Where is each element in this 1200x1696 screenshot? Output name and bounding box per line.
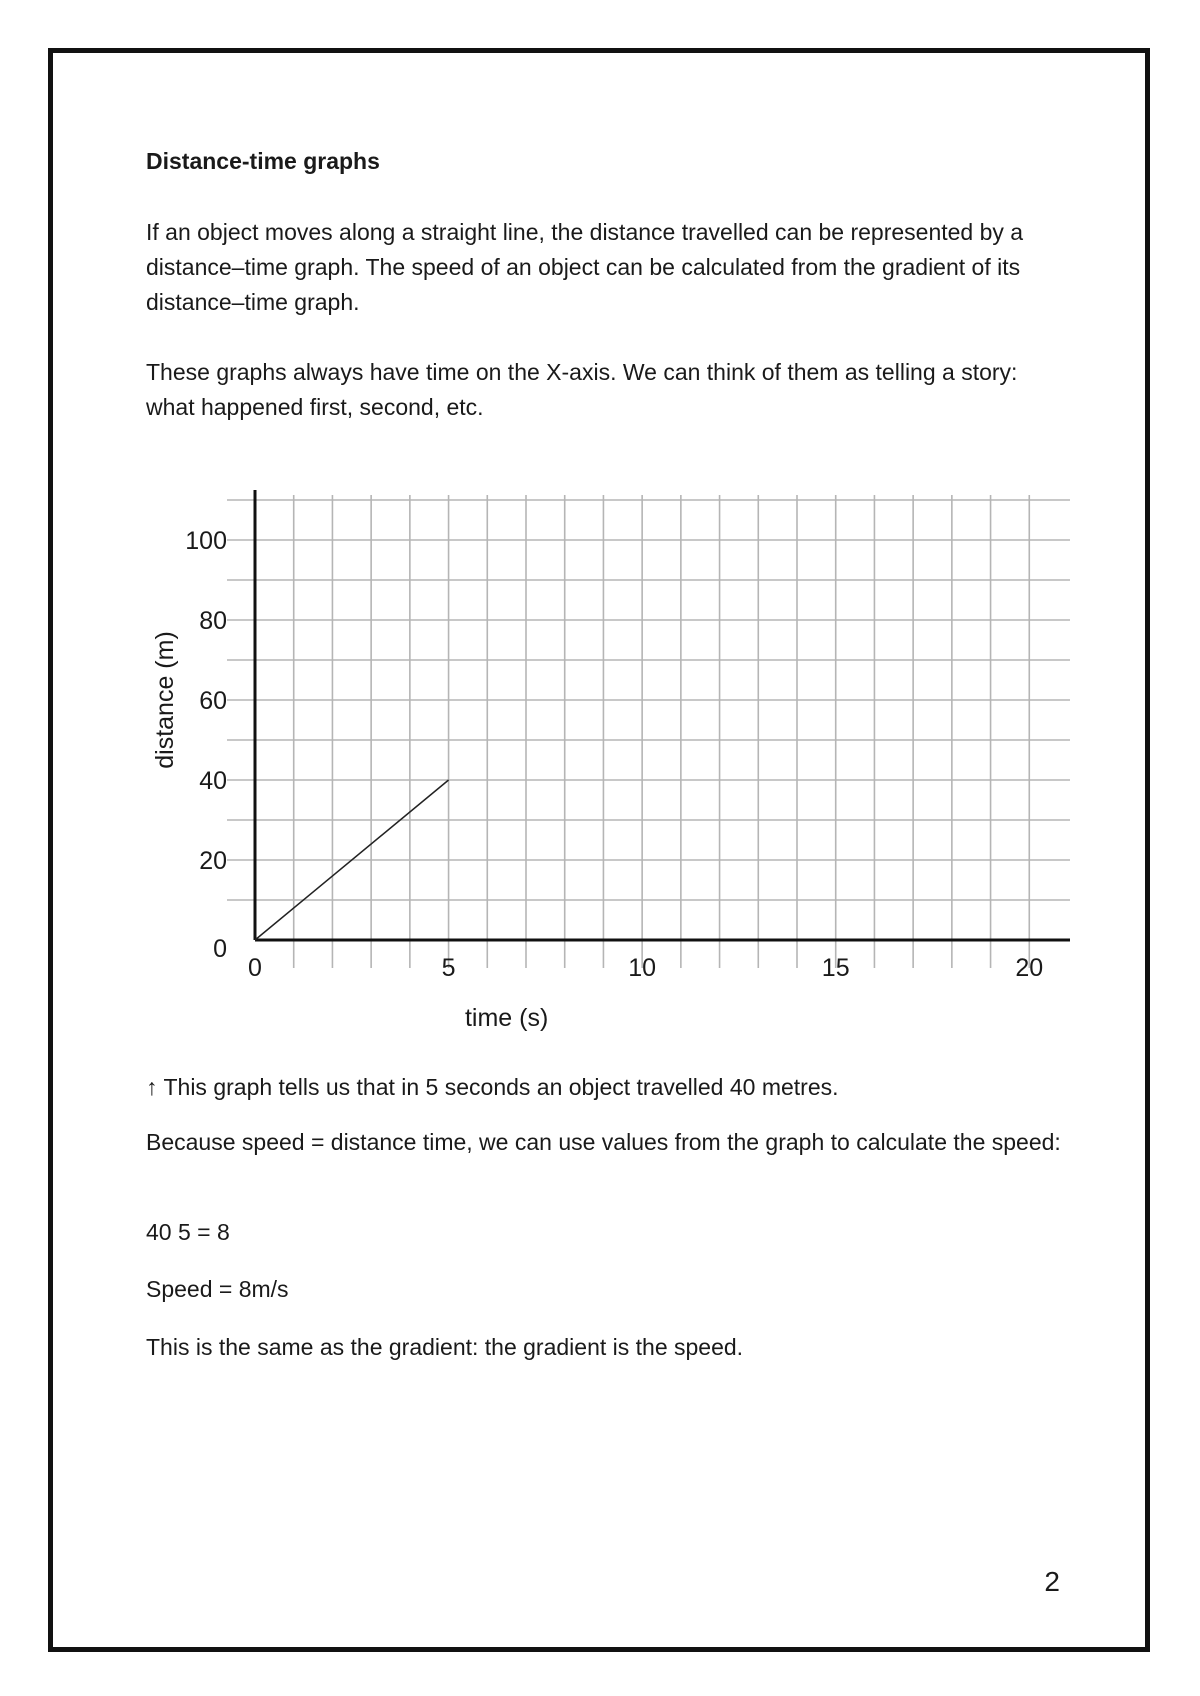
page-title: Distance-time graphs [146, 148, 380, 174]
x-tick-label: 5 [441, 954, 456, 982]
x-tick-label: 10 [628, 954, 657, 982]
x-axis-label: time (s) [464, 1004, 549, 1032]
conclusion: This is the same as the gradient: the gradient is the speed. [146, 1334, 744, 1360]
y-tick-label: 60 [199, 687, 227, 715]
intro-paragraph: If an object moves along a straight line, the distance travelled can be represented by a distance–time graph. The speed of an object can be calculated from the gradient of its distance–time graph. [146, 219, 1024, 315]
caption [146, 1070, 1066, 1105]
calculation: 40 5 = 8 [146, 1219, 230, 1245]
result: Speed = 8m/s [146, 1276, 289, 1302]
up-arrow-icon: ↑ [146, 1074, 158, 1100]
distance-time-chart [140, 490, 1070, 1040]
y-tick-label: 20 [199, 847, 227, 875]
explanation-line: Because speed = distance time, we can use values from the graph to calculate the speed: [146, 1129, 1061, 1155]
x-tick-label: 20 [1015, 954, 1044, 982]
page-number: 2 [1044, 1566, 1060, 1597]
y-tick-label: 100 [185, 527, 227, 555]
caption-text: This graph tells us that in 5 seconds an object travelled 40 metres. [163, 1074, 839, 1100]
y-tick-label: 0 [213, 935, 227, 963]
second-paragraph: These graphs always have time on the X-axis. We can think of them as telling a story: what happened first, second, etc. [146, 359, 1018, 420]
y-tick-label: 40 [199, 767, 227, 795]
x-tick-label: 0 [248, 954, 262, 982]
x-tick-label: 15 [821, 954, 850, 982]
y-axis-label: distance (m) [151, 631, 179, 769]
y-tick-label: 80 [199, 607, 227, 635]
